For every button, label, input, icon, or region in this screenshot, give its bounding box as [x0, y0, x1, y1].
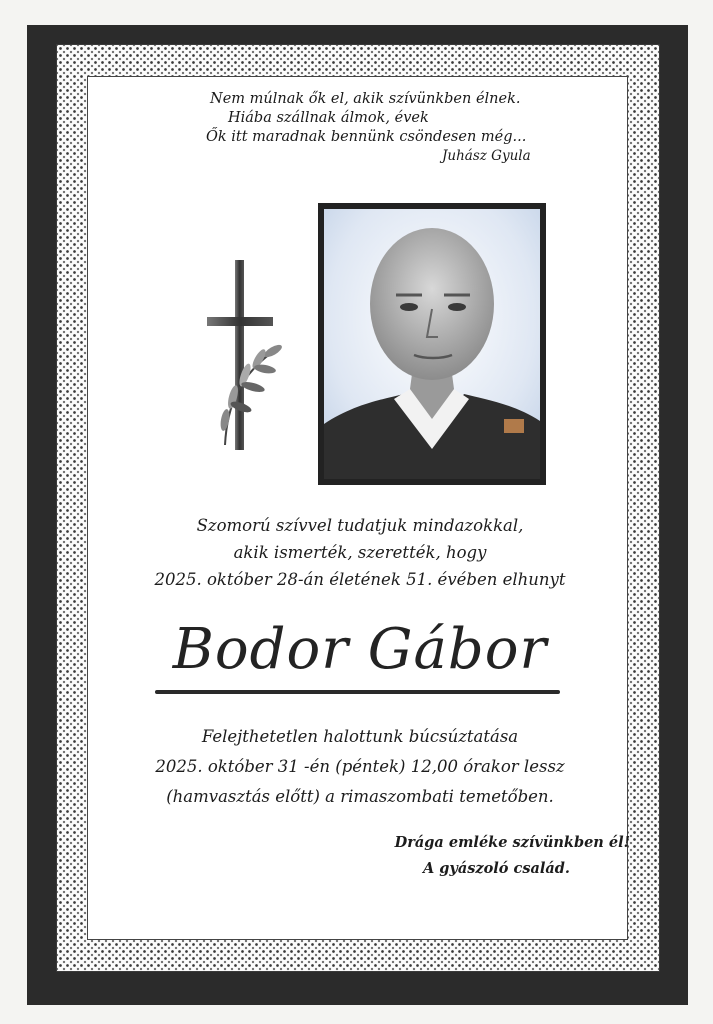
closing-line-1: Drága emléke szívünkben él!	[394, 834, 630, 851]
announcement-line-1: Szomorú szívvel tudatjuk mindazokkal,	[196, 516, 524, 535]
funeral-line-1: Felejthetetlen halottunk búcsúztatása	[201, 727, 519, 746]
announcement-line-2: akik ismerték, szerették, hogy	[233, 543, 487, 562]
cross-with-olive-branch-icon	[195, 255, 295, 455]
poem-line-2: Hiába szállnak álmok, évek	[228, 110, 429, 126]
portrait-photo	[324, 209, 540, 479]
deceased-name: Bodor Gábor	[172, 617, 548, 682]
poem-line-3: Ők itt maradnak bennünk csöndesen még...	[206, 129, 527, 145]
poem-author: Juhász Gyula	[442, 148, 531, 164]
portrait-photo-frame	[318, 203, 546, 485]
closing-words	[330, 830, 630, 882]
funeral-line-3: (hamvasztás előtt) a rimaszombati temetőben.	[166, 787, 554, 806]
poem	[150, 90, 570, 166]
funeral-details	[130, 722, 590, 812]
closing-line-2: A gyászoló család.	[422, 860, 570, 877]
poem-line-1: Nem múlnak ők el, akik szívünkben élnek.	[210, 91, 521, 107]
announcement-line-3: 2025. október 28-án életének 51. évében elhunyt	[154, 570, 566, 589]
funeral-line-2: 2025. október 31 -én (péntek) 12,00 órakor lessz	[155, 757, 565, 776]
death-announcement	[130, 512, 590, 593]
name-underline	[155, 690, 560, 694]
